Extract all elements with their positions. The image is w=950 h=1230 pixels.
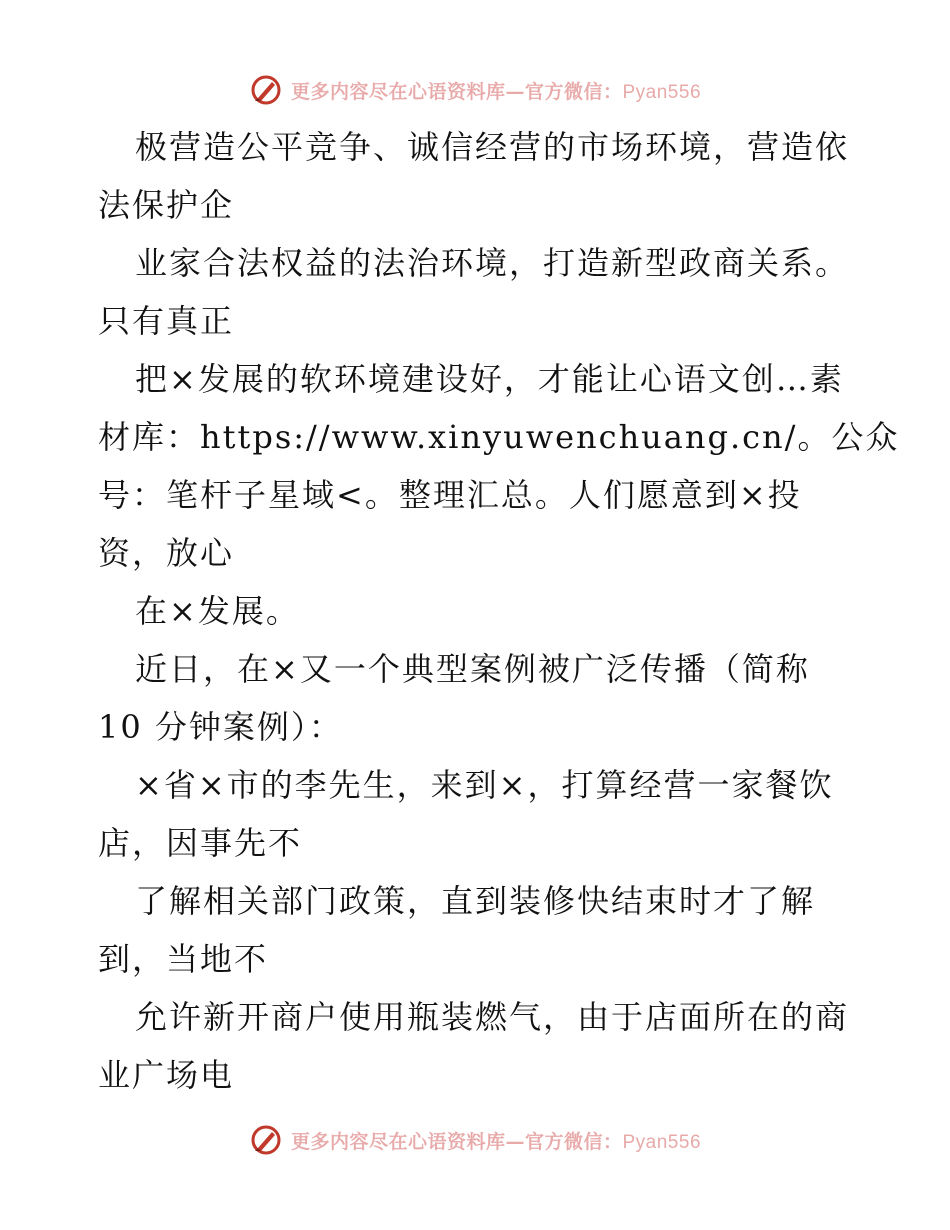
text-line: 法保护企 (98, 186, 235, 224)
text-line: 号：笔杆子星域<。整理汇总。人们愿意到×投 (98, 476, 802, 514)
text-line: 极营造公平竞争、诚信经营的市场环境，营造依 (135, 128, 850, 166)
pen-logo-icon (249, 73, 283, 107)
text-line: 店，因事先不 (98, 824, 303, 862)
watermark-text: 更多内容尽在心语资料库—官方微信：Pyan556 (290, 80, 702, 103)
text-line: 业家合法权益的法治环境，打造新型政商关系。 (135, 244, 850, 282)
text-line: 了解相关部门政策，直到装修快结束时才了解 (135, 882, 816, 920)
watermark-text: 更多内容尽在心语资料库—官方微信：Pyan556 (290, 1130, 702, 1153)
header-watermark (0, 70, 950, 110)
footer-watermark (0, 1120, 950, 1160)
text-line: 只有真正 (98, 302, 235, 340)
pen-logo-icon (249, 1123, 283, 1157)
text-line: 业广场电 (98, 1056, 235, 1094)
text-line: 到，当地不 (98, 940, 269, 978)
text-line: 把×发展的软环境建设好，才能让心语文创…素 (135, 360, 844, 398)
text-line: 允许新开商户使用瓶装燃气，由于店面所在的商 (135, 998, 850, 1036)
document-body (98, 118, 900, 1104)
text-line: 近日，在×又一个典型案例被广泛传播（简称 (135, 650, 810, 688)
text-line: 在×发展。 (135, 592, 300, 630)
text-line: 材库：https://www.xinyuwenchuang.cn/。公众 (98, 418, 900, 456)
text-line: ×省×市的李先生，来到×，打算经营一家餐饮 (135, 766, 834, 804)
text-line: 10 分钟案例）： (98, 708, 343, 746)
text-line: 资，放心 (98, 534, 235, 572)
